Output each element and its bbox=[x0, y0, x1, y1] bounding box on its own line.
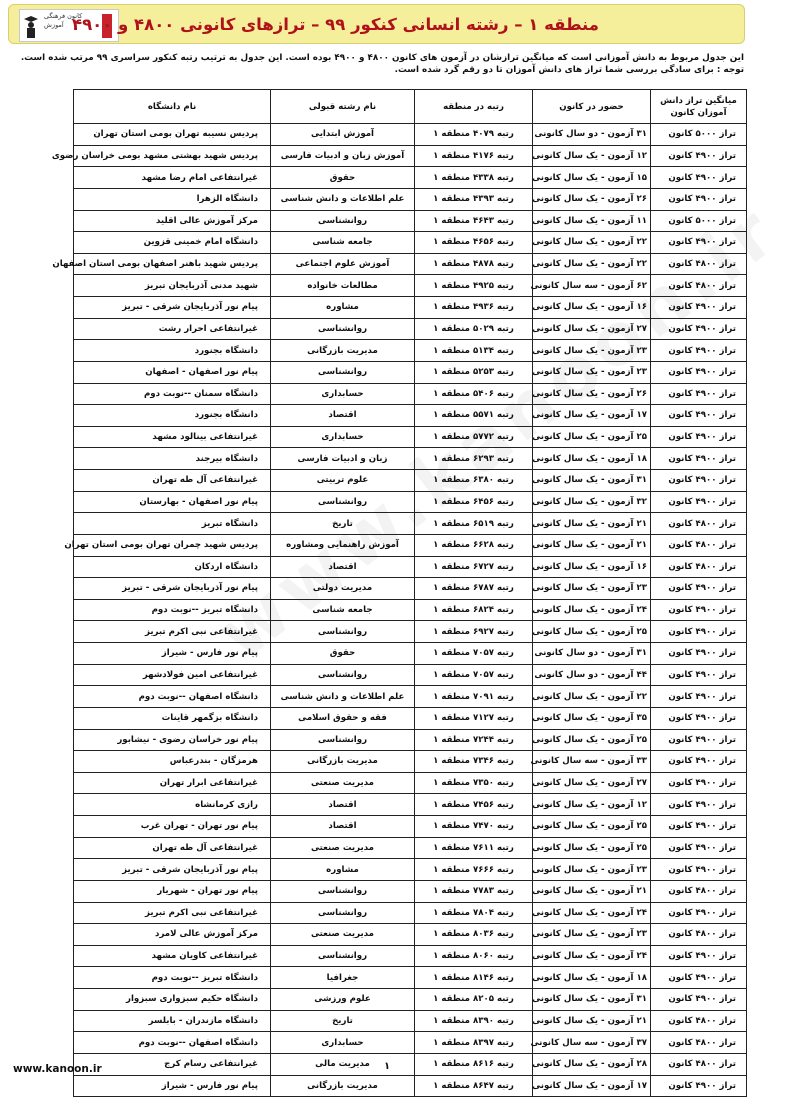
table-row bbox=[74, 426, 747, 448]
cell-rank: رتبه ۴۸۷۸ منطقه ۱ bbox=[415, 253, 533, 275]
cell-rank: رتبه ۶۲۹۳ منطقه ۱ bbox=[415, 448, 533, 470]
cell-university: دانشگاه اصفهان --نوبت دوم bbox=[74, 686, 271, 708]
cell-taraz: تراز ۴۹۰۰ کانون bbox=[651, 578, 747, 600]
cell-major: حسابداری bbox=[271, 1032, 415, 1054]
cell-taraz: تراز ۴۸۰۰ کانون bbox=[651, 1010, 747, 1032]
table-row bbox=[74, 383, 747, 405]
cell-rank: رتبه ۷۷۸۳ منطقه ۱ bbox=[415, 880, 533, 902]
cell-university: غیرانتفاعی کاویان مشهد bbox=[74, 945, 271, 967]
intro-line-2: توجه : برای سادگی بررسی شما تراز های دانش آموزان تا دو رقم گرد شده است. bbox=[394, 65, 744, 75]
cell-attendance: ۱۱ آزمون - یک سال کانونی bbox=[533, 210, 651, 232]
cell-rank: رتبه ۵۰۲۹ منطقه ۱ bbox=[415, 318, 533, 340]
table-row bbox=[74, 837, 747, 859]
cell-rank: رتبه ۵۷۷۲ منطقه ۱ bbox=[415, 426, 533, 448]
cell-rank: رتبه ۷۳۴۶ منطقه ۱ bbox=[415, 751, 533, 773]
cell-taraz: تراز ۵۰۰۰ کانون bbox=[651, 210, 747, 232]
cell-university: غیرانتفاعی امام رضا مشهد bbox=[74, 167, 271, 189]
cell-university: پیام نور خراسان رضوی - نیشابور bbox=[74, 729, 271, 751]
cell-university: دانشگاه اصفهان --نوبت دوم bbox=[74, 1032, 271, 1054]
cell-attendance: ۲۶ آزمون - یک سال کانونی bbox=[533, 383, 651, 405]
cell-attendance: ۳۲ آزمون - یک سال کانونی bbox=[533, 491, 651, 513]
page-title: منطقه ۱ – رشته انسانی کنکور ۹۹ – ترازهای کانونی ۴۸۰۰ و ۴۹۰۰ bbox=[72, 15, 599, 34]
cell-major: آموزش علوم اجتماعی bbox=[271, 253, 415, 275]
cell-university: پردیس شهید چمران تهران بومی استان تهران bbox=[74, 534, 271, 556]
cell-rank: رتبه ۴۱۷۶ منطقه ۱ bbox=[415, 145, 533, 167]
cell-major: جامعه شناسی bbox=[271, 232, 415, 254]
cell-taraz: تراز ۴۸۰۰ کانون bbox=[651, 513, 747, 535]
cell-attendance: ۱۸ آزمون - یک سال کانونی bbox=[533, 967, 651, 989]
cell-major: تاریخ bbox=[271, 1010, 415, 1032]
cell-taraz: تراز ۴۹۰۰ کانون bbox=[651, 967, 747, 989]
table-row bbox=[74, 318, 747, 340]
table-row bbox=[74, 989, 747, 1011]
cell-major: مدیریت مالی bbox=[271, 1053, 415, 1075]
table-row bbox=[74, 513, 747, 535]
cell-university: دانشگاه بیرجند bbox=[74, 448, 271, 470]
table-row bbox=[74, 124, 747, 146]
cell-taraz: تراز ۴۸۰۰ کانون bbox=[651, 1032, 747, 1054]
cell-attendance: ۲۲ آزمون - یک سال کانونی bbox=[533, 253, 651, 275]
table-row bbox=[74, 361, 747, 383]
cell-attendance: ۲۴ آزمون - یک سال کانونی bbox=[533, 945, 651, 967]
cell-attendance: ۲۲ آزمون - یک سال کانونی bbox=[533, 686, 651, 708]
cell-taraz: تراز ۵۰۰۰ کانون bbox=[651, 124, 747, 146]
cell-taraz: تراز ۴۹۰۰ کانون bbox=[651, 426, 747, 448]
cell-taraz: تراز ۴۹۰۰ کانون bbox=[651, 837, 747, 859]
cell-university: رازی کرمانشاه bbox=[74, 794, 271, 816]
cell-attendance: ۳۷ آزمون - سه سال کانونی bbox=[533, 1032, 651, 1054]
cell-taraz: تراز ۴۹۰۰ کانون bbox=[651, 361, 747, 383]
table-row bbox=[74, 534, 747, 556]
cell-rank: رتبه ۷۰۵۷ منطقه ۱ bbox=[415, 643, 533, 665]
cell-taraz: تراز ۴۹۰۰ کانون bbox=[651, 751, 747, 773]
table-row bbox=[74, 664, 747, 686]
cell-university: پیام نور آذربایجان شرقی - تبریز bbox=[74, 297, 271, 319]
cell-major: روانشناسی bbox=[271, 491, 415, 513]
cell-taraz: تراز ۴۸۰۰ کانون bbox=[651, 1053, 747, 1075]
cell-university: دانشگاه مازندران - بابلسر bbox=[74, 1010, 271, 1032]
cell-major: آموزش راهنمایی ومشاوره bbox=[271, 534, 415, 556]
cell-attendance: ۲۵ آزمون - یک سال کانونی bbox=[533, 426, 651, 448]
cell-university: دانشگاه بزگمهر قاینات bbox=[74, 707, 271, 729]
cell-attendance: ۱۲ آزمون - یک سال کانونی bbox=[533, 145, 651, 167]
cell-major: اقتصاد bbox=[271, 556, 415, 578]
cell-rank: رتبه ۴۶۴۳ منطقه ۱ bbox=[415, 210, 533, 232]
cell-university: دانشگاه حکیم سبزواری سبزوار bbox=[74, 989, 271, 1011]
cell-rank: رتبه ۵۲۵۳ منطقه ۱ bbox=[415, 361, 533, 383]
header-university: نام دانشگاه bbox=[74, 90, 271, 124]
table-row bbox=[74, 902, 747, 924]
cell-attendance: ۲۳ آزمون - یک سال کانونی bbox=[533, 924, 651, 946]
table-row bbox=[74, 340, 747, 362]
cell-attendance: ۱۶ آزمون - یک سال کانونی bbox=[533, 297, 651, 319]
cell-university: هرمزگان - بندرعباس bbox=[74, 751, 271, 773]
cell-major: روانشناسی bbox=[271, 880, 415, 902]
cell-rank: رتبه ۴۶۵۶ منطقه ۱ bbox=[415, 232, 533, 254]
cell-attendance: ۲۷ آزمون - یک سال کانونی bbox=[533, 772, 651, 794]
header-rank: رتبه در منطقه bbox=[415, 90, 533, 124]
table-row bbox=[74, 578, 747, 600]
cell-taraz: تراز ۴۹۰۰ کانون bbox=[651, 470, 747, 492]
cell-attendance: ۶۲ آزمون - سه سال کانونی bbox=[533, 275, 651, 297]
cell-major: اقتصاد bbox=[271, 794, 415, 816]
table-row bbox=[74, 253, 747, 275]
cell-attendance: ۱۷ آزمون - یک سال کانونی bbox=[533, 1075, 651, 1097]
cell-taraz: تراز ۴۹۰۰ کانون bbox=[651, 340, 747, 362]
cell-attendance: ۲۲ آزمون - یک سال کانونی bbox=[533, 232, 651, 254]
cell-taraz: تراز ۴۸۰۰ کانون bbox=[651, 534, 747, 556]
cell-major: فقه و حقوق اسلامی bbox=[271, 707, 415, 729]
table-row bbox=[74, 880, 747, 902]
cell-university: غیرانتفاعی امین فولادشهر bbox=[74, 664, 271, 686]
cell-taraz: تراز ۴۹۰۰ کانون bbox=[651, 729, 747, 751]
cell-taraz: تراز ۴۹۰۰ کانون bbox=[651, 145, 747, 167]
cell-major: روانشناسی bbox=[271, 621, 415, 643]
cell-taraz: تراز ۴۹۰۰ کانون bbox=[651, 664, 747, 686]
cell-university: دانشگاه تبریز --نوبت دوم bbox=[74, 967, 271, 989]
cell-university: دانشگاه سمنان --نوبت دوم bbox=[74, 383, 271, 405]
cell-taraz: تراز ۴۹۰۰ کانون bbox=[651, 707, 747, 729]
cell-rank: رتبه ۸۶۱۶ منطقه ۱ bbox=[415, 1053, 533, 1075]
cell-taraz: تراز ۴۸۰۰ کانون bbox=[651, 924, 747, 946]
cell-attendance: ۲۳ آزمون - یک سال کانونی bbox=[533, 361, 651, 383]
cell-rank: رتبه ۷۰۹۱ منطقه ۱ bbox=[415, 686, 533, 708]
cell-major: مطالعات خانواده bbox=[271, 275, 415, 297]
cell-university: غیرانتفاعی آل طه تهران bbox=[74, 470, 271, 492]
cell-rank: رتبه ۶۷۲۷ منطقه ۱ bbox=[415, 556, 533, 578]
cell-taraz: تراز ۴۹۰۰ کانون bbox=[651, 188, 747, 210]
cell-major: مدیریت صنعتی bbox=[271, 772, 415, 794]
cell-attendance: ۳۱ آزمون - یک سال کانونی bbox=[533, 989, 651, 1011]
cell-major: آموزش ابتدایی bbox=[271, 124, 415, 146]
cell-attendance: ۱۲ آزمون - یک سال کانونی bbox=[533, 794, 651, 816]
cell-major: مدیریت دولتی bbox=[271, 578, 415, 600]
cell-university: پیام نور فارس - شیراز bbox=[74, 1075, 271, 1097]
cell-attendance: ۲۵ آزمون - یک سال کانونی bbox=[533, 729, 651, 751]
cell-rank: رتبه ۸۳۹۷ منطقه ۱ bbox=[415, 1032, 533, 1054]
cell-taraz: تراز ۴۹۰۰ کانون bbox=[651, 318, 747, 340]
cell-rank: رتبه ۷۸۰۴ منطقه ۱ bbox=[415, 902, 533, 924]
table-row bbox=[74, 816, 747, 838]
cell-attendance: ۲۳ آزمون - یک سال کانونی bbox=[533, 340, 651, 362]
cell-attendance: ۲۸ آزمون - یک سال کانونی bbox=[533, 1053, 651, 1075]
cell-taraz: تراز ۴۹۰۰ کانون bbox=[651, 621, 747, 643]
table-row bbox=[74, 643, 747, 665]
cell-attendance: ۲۵ آزمون - یک سال کانونی bbox=[533, 816, 651, 838]
header-taraz: میانگین تراز دانش آموزان کانون bbox=[651, 90, 747, 124]
cell-major: روانشناسی bbox=[271, 210, 415, 232]
cell-major: روانشناسی bbox=[271, 902, 415, 924]
cell-rank: رتبه ۶۴۵۶ منطقه ۱ bbox=[415, 491, 533, 513]
cell-taraz: تراز ۴۹۰۰ کانون bbox=[651, 794, 747, 816]
cell-rank: رتبه ۷۱۲۷ منطقه ۱ bbox=[415, 707, 533, 729]
cell-attendance: ۲۱ آزمون - یک سال کانونی bbox=[533, 513, 651, 535]
cell-university: دانشگاه اردکان bbox=[74, 556, 271, 578]
cell-major: مشاوره bbox=[271, 297, 415, 319]
cell-rank: رتبه ۷۴۷۰ منطقه ۱ bbox=[415, 816, 533, 838]
table-row bbox=[74, 448, 747, 470]
cell-university: پیام نور فارس - شیراز bbox=[74, 643, 271, 665]
cell-university: دانشگاه امام خمینی قزوین bbox=[74, 232, 271, 254]
cell-rank: رتبه ۸۳۹۰ منطقه ۱ bbox=[415, 1010, 533, 1032]
cell-attendance: ۲۵ آزمون - یک سال کانونی bbox=[533, 621, 651, 643]
table-row bbox=[74, 599, 747, 621]
cell-rank: رتبه ۵۴۰۶ منطقه ۱ bbox=[415, 383, 533, 405]
table-row bbox=[74, 556, 747, 578]
cell-major: روانشناسی bbox=[271, 361, 415, 383]
cell-taraz: تراز ۴۹۰۰ کانون bbox=[651, 405, 747, 427]
cell-major: علم اطلاعات و دانش شناسی bbox=[271, 188, 415, 210]
header-major: نام رشته قبولی bbox=[271, 90, 415, 124]
cell-taraz: تراز ۴۸۰۰ کانون bbox=[651, 253, 747, 275]
cell-taraz: تراز ۴۹۰۰ کانون bbox=[651, 902, 747, 924]
cell-major: روانشناسی bbox=[271, 318, 415, 340]
cell-taraz: تراز ۴۹۰۰ کانون bbox=[651, 383, 747, 405]
cell-attendance: ۴۴ آزمون - دو سال کانونی bbox=[533, 664, 651, 686]
table-row bbox=[74, 167, 747, 189]
cell-rank: رتبه ۵۱۳۴ منطقه ۱ bbox=[415, 340, 533, 362]
table-header-row bbox=[74, 90, 747, 124]
cell-major: تاریخ bbox=[271, 513, 415, 535]
cell-attendance: ۳۵ آزمون - یک سال کانونی bbox=[533, 707, 651, 729]
cell-taraz: تراز ۴۹۰۰ کانون bbox=[651, 945, 747, 967]
cell-university: پیام نور تهران - شهریار bbox=[74, 880, 271, 902]
table-row bbox=[74, 297, 747, 319]
table-row bbox=[74, 1010, 747, 1032]
table-row bbox=[74, 232, 747, 254]
logo-text: کانون فرهنگی آموزش bbox=[44, 12, 83, 29]
cell-attendance: ۳۱ آزمون - دو سال کانونی bbox=[533, 643, 651, 665]
table-row bbox=[74, 491, 747, 513]
table-row bbox=[74, 188, 747, 210]
graduate-icon bbox=[24, 16, 38, 38]
cell-major: مدیریت بازرگانی bbox=[271, 340, 415, 362]
cell-taraz: تراز ۴۹۰۰ کانون bbox=[651, 167, 747, 189]
table-row bbox=[74, 967, 747, 989]
cell-taraz: تراز ۴۹۰۰ کانون bbox=[651, 448, 747, 470]
cell-university: پیام نور آذربایجان شرقی - تبریز bbox=[74, 578, 271, 600]
cell-attendance: ۲۳ آزمون - یک سال کانونی bbox=[533, 859, 651, 881]
cell-rank: رتبه ۴۹۲۵ منطقه ۱ bbox=[415, 275, 533, 297]
cell-rank: رتبه ۶۵۱۹ منطقه ۱ bbox=[415, 513, 533, 535]
cell-taraz: تراز ۴۹۰۰ کانون bbox=[651, 859, 747, 881]
cell-taraz: تراز ۴۸۰۰ کانون bbox=[651, 556, 747, 578]
cell-major: حسابداری bbox=[271, 426, 415, 448]
cell-major: علوم تربیتی bbox=[271, 470, 415, 492]
cell-major: اقتصاد bbox=[271, 405, 415, 427]
cell-university: دانشگاه الزهرا bbox=[74, 188, 271, 210]
cell-taraz: تراز ۴۹۰۰ کانون bbox=[651, 599, 747, 621]
cell-taraz: تراز ۴۸۰۰ کانون bbox=[651, 275, 747, 297]
cell-major: علوم ورزشی bbox=[271, 989, 415, 1011]
table-row bbox=[74, 405, 747, 427]
table-row bbox=[74, 859, 747, 881]
cell-rank: رتبه ۶۹۲۷ منطقه ۱ bbox=[415, 621, 533, 643]
cell-rank: رتبه ۸۶۴۷ منطقه ۱ bbox=[415, 1075, 533, 1097]
cell-taraz: تراز ۴۹۰۰ کانون bbox=[651, 686, 747, 708]
cell-major: جامعه شناسی bbox=[271, 599, 415, 621]
cell-attendance: ۱۸ آزمون - یک سال کانونی bbox=[533, 448, 651, 470]
cell-attendance: ۳۱ آزمون - دو سال کانونی bbox=[533, 124, 651, 146]
table-row bbox=[74, 772, 747, 794]
cell-major: مشاوره bbox=[271, 859, 415, 881]
cell-university: پردیس شهید بهشتی مشهد بومی خراسان رضوی bbox=[74, 145, 271, 167]
cell-major: حسابداری bbox=[271, 383, 415, 405]
table-row bbox=[74, 1075, 747, 1097]
cell-university: دانشگاه تبریز --نوبت دوم bbox=[74, 599, 271, 621]
cell-rank: رتبه ۶۷۸۷ منطقه ۱ bbox=[415, 578, 533, 600]
table-row bbox=[74, 707, 747, 729]
cell-university: غیرانتفاعی نبی اکرم تبریز bbox=[74, 902, 271, 924]
table-row bbox=[74, 1032, 747, 1054]
cell-attendance: ۱۶ آزمون - یک سال کانونی bbox=[533, 556, 651, 578]
cell-university: پیام نور اصفهان - بهارستان bbox=[74, 491, 271, 513]
cell-rank: رتبه ۸۲۰۵ منطقه ۱ bbox=[415, 989, 533, 1011]
cell-attendance: ۲۱ آزمون - یک سال کانونی bbox=[533, 1010, 651, 1032]
cell-taraz: تراز ۴۹۰۰ کانون bbox=[651, 297, 747, 319]
cell-attendance: ۱۷ آزمون - یک سال کانونی bbox=[533, 405, 651, 427]
table-row bbox=[74, 686, 747, 708]
intro-text bbox=[10, 52, 744, 76]
cell-rank: رتبه ۷۰۵۷ منطقه ۱ bbox=[415, 664, 533, 686]
cell-rank: رتبه ۸۰۶۰ منطقه ۱ bbox=[415, 945, 533, 967]
cell-university: پردیس نسیبه تهران بومی استان تهران bbox=[74, 124, 271, 146]
intro-line-1: این جدول مربوط به دانش آموزانی است که میانگین ترازشان در آزمون های کانون ۴۸۰۰ و ۴۹۰۰ بوده است. این جدول به ترتیب رتبه کنکور سراسری ۹۹ مرتب شده است. bbox=[20, 53, 744, 63]
cell-major: روانشناسی bbox=[271, 664, 415, 686]
cell-attendance: ۲۴ آزمون - یک سال کانونی bbox=[533, 599, 651, 621]
cell-rank: رتبه ۶۳۸۰ منطقه ۱ bbox=[415, 470, 533, 492]
cell-university: غیرانتفاعی آل طه تهران bbox=[74, 837, 271, 859]
cell-university: شهید مدنی آذربایجان تبریز bbox=[74, 275, 271, 297]
cell-attendance: ۲۳ آزمون - یک سال کانونی bbox=[533, 578, 651, 600]
cell-university: غیرانتفاعی رسام کرج bbox=[74, 1053, 271, 1075]
page-header bbox=[8, 4, 745, 44]
page-number: ۱ bbox=[384, 1061, 391, 1072]
cell-university: دانشگاه بجنورد bbox=[74, 340, 271, 362]
cell-university: مرکز آموزش عالی لامرد bbox=[74, 924, 271, 946]
cell-major: حقوق bbox=[271, 643, 415, 665]
cell-attendance: ۲۶ آزمون - یک سال کانونی bbox=[533, 188, 651, 210]
table-row bbox=[74, 210, 747, 232]
cell-taraz: تراز ۴۹۰۰ کانون bbox=[651, 989, 747, 1011]
cell-major: مدیریت صنعتی bbox=[271, 837, 415, 859]
cell-university: پیام نور تهران - تهران غرب bbox=[74, 816, 271, 838]
cell-rank: رتبه ۶۸۲۴ منطقه ۱ bbox=[415, 599, 533, 621]
cell-major: مدیریت بازرگانی bbox=[271, 1075, 415, 1097]
header-attendance: حضور در کانون bbox=[533, 90, 651, 124]
cell-attendance: ۲۱ آزمون - یک سال کانونی bbox=[533, 880, 651, 902]
cell-university: دانشگاه تبریز bbox=[74, 513, 271, 535]
cell-major: مدیریت بازرگانی bbox=[271, 751, 415, 773]
cell-major: حقوق bbox=[271, 167, 415, 189]
table-row bbox=[74, 275, 747, 297]
cell-rank: رتبه ۵۵۷۱ منطقه ۱ bbox=[415, 405, 533, 427]
cell-attendance: ۳۱ آزمون - یک سال کانونی bbox=[533, 470, 651, 492]
cell-rank: رتبه ۷۳۵۰ منطقه ۱ bbox=[415, 772, 533, 794]
cell-taraz: تراز ۴۹۰۰ کانون bbox=[651, 816, 747, 838]
cell-rank: رتبه ۷۶۶۶ منطقه ۱ bbox=[415, 859, 533, 881]
cell-attendance: ۲۴ آزمون - یک سال کانونی bbox=[533, 902, 651, 924]
cell-taraz: تراز ۴۹۰۰ کانون bbox=[651, 1075, 747, 1097]
cell-major: جغرافیا bbox=[271, 967, 415, 989]
cell-major: زبان و ادبیات فارسی bbox=[271, 448, 415, 470]
table-row bbox=[74, 945, 747, 967]
table-row bbox=[74, 1053, 747, 1075]
cell-rank: رتبه ۴۰۷۹ منطقه ۱ bbox=[415, 124, 533, 146]
cell-taraz: تراز ۴۹۰۰ کانون bbox=[651, 232, 747, 254]
cell-rank: رتبه ۴۳۹۳ منطقه ۱ bbox=[415, 188, 533, 210]
cell-major: اقتصاد bbox=[271, 816, 415, 838]
cell-rank: رتبه ۸۱۴۶ منطقه ۱ bbox=[415, 967, 533, 989]
cell-major: آموزش زبان و ادبیات فارسی bbox=[271, 145, 415, 167]
cell-taraz: تراز ۴۹۰۰ کانون bbox=[651, 643, 747, 665]
cell-university: غیرانتفاعی بینالود مشهد bbox=[74, 426, 271, 448]
cell-university: پیام نور آذربایجان شرقی - تبریز bbox=[74, 859, 271, 881]
cell-attendance: ۲۱ آزمون - یک سال کانونی bbox=[533, 534, 651, 556]
footer-url: www.kanoon.ir bbox=[13, 1063, 102, 1075]
cell-rank: رتبه ۶۶۲۸ منطقه ۱ bbox=[415, 534, 533, 556]
cell-major: روانشناسی bbox=[271, 945, 415, 967]
table-row bbox=[74, 729, 747, 751]
table-row bbox=[74, 145, 747, 167]
cell-university: غیرانتفاعی نبی اکرم تبریز bbox=[74, 621, 271, 643]
cell-rank: رتبه ۷۲۴۴ منطقه ۱ bbox=[415, 729, 533, 751]
cell-attendance: ۲۵ آزمون - یک سال کانونی bbox=[533, 837, 651, 859]
cell-rank: رتبه ۸۰۳۶ منطقه ۱ bbox=[415, 924, 533, 946]
cell-taraz: تراز ۴۸۰۰ کانون bbox=[651, 880, 747, 902]
cell-attendance: ۲۷ آزمون - یک سال کانونی bbox=[533, 318, 651, 340]
table-row bbox=[74, 621, 747, 643]
cell-taraz: تراز ۴۹۰۰ کانون bbox=[651, 491, 747, 513]
table-row bbox=[74, 924, 747, 946]
cell-rank: رتبه ۷۴۵۶ منطقه ۱ bbox=[415, 794, 533, 816]
cell-attendance: ۱۵ آزمون - یک سال کانونی bbox=[533, 167, 651, 189]
table-row bbox=[74, 794, 747, 816]
cell-university: پردیس شهید باهنر اصفهان بومی استان اصفهان bbox=[74, 253, 271, 275]
cell-university: مرکز آموزش عالی اقلید bbox=[74, 210, 271, 232]
cell-taraz: تراز ۴۹۰۰ کانون bbox=[651, 772, 747, 794]
cell-major: مدیریت صنعتی bbox=[271, 924, 415, 946]
cell-university: دانشگاه بجنورد bbox=[74, 405, 271, 427]
cell-university: غیرانتفاعی احرار رشت bbox=[74, 318, 271, 340]
table-row bbox=[74, 751, 747, 773]
cell-rank: رتبه ۴۹۳۶ منطقه ۱ bbox=[415, 297, 533, 319]
cell-major: روانشناسی bbox=[271, 729, 415, 751]
cell-university: پیام نور اصفهان - اصفهان bbox=[74, 361, 271, 383]
cell-major: علم اطلاعات و دانش شناسی bbox=[271, 686, 415, 708]
table-row bbox=[74, 470, 747, 492]
cell-rank: رتبه ۴۳۳۸ منطقه ۱ bbox=[415, 167, 533, 189]
cell-attendance: ۳۳ آزمون - سه سال کانونی bbox=[533, 751, 651, 773]
cell-rank: رتبه ۷۶۱۱ منطقه ۱ bbox=[415, 837, 533, 859]
cell-university: غیرانتفاعی ابرار تهران bbox=[74, 772, 271, 794]
